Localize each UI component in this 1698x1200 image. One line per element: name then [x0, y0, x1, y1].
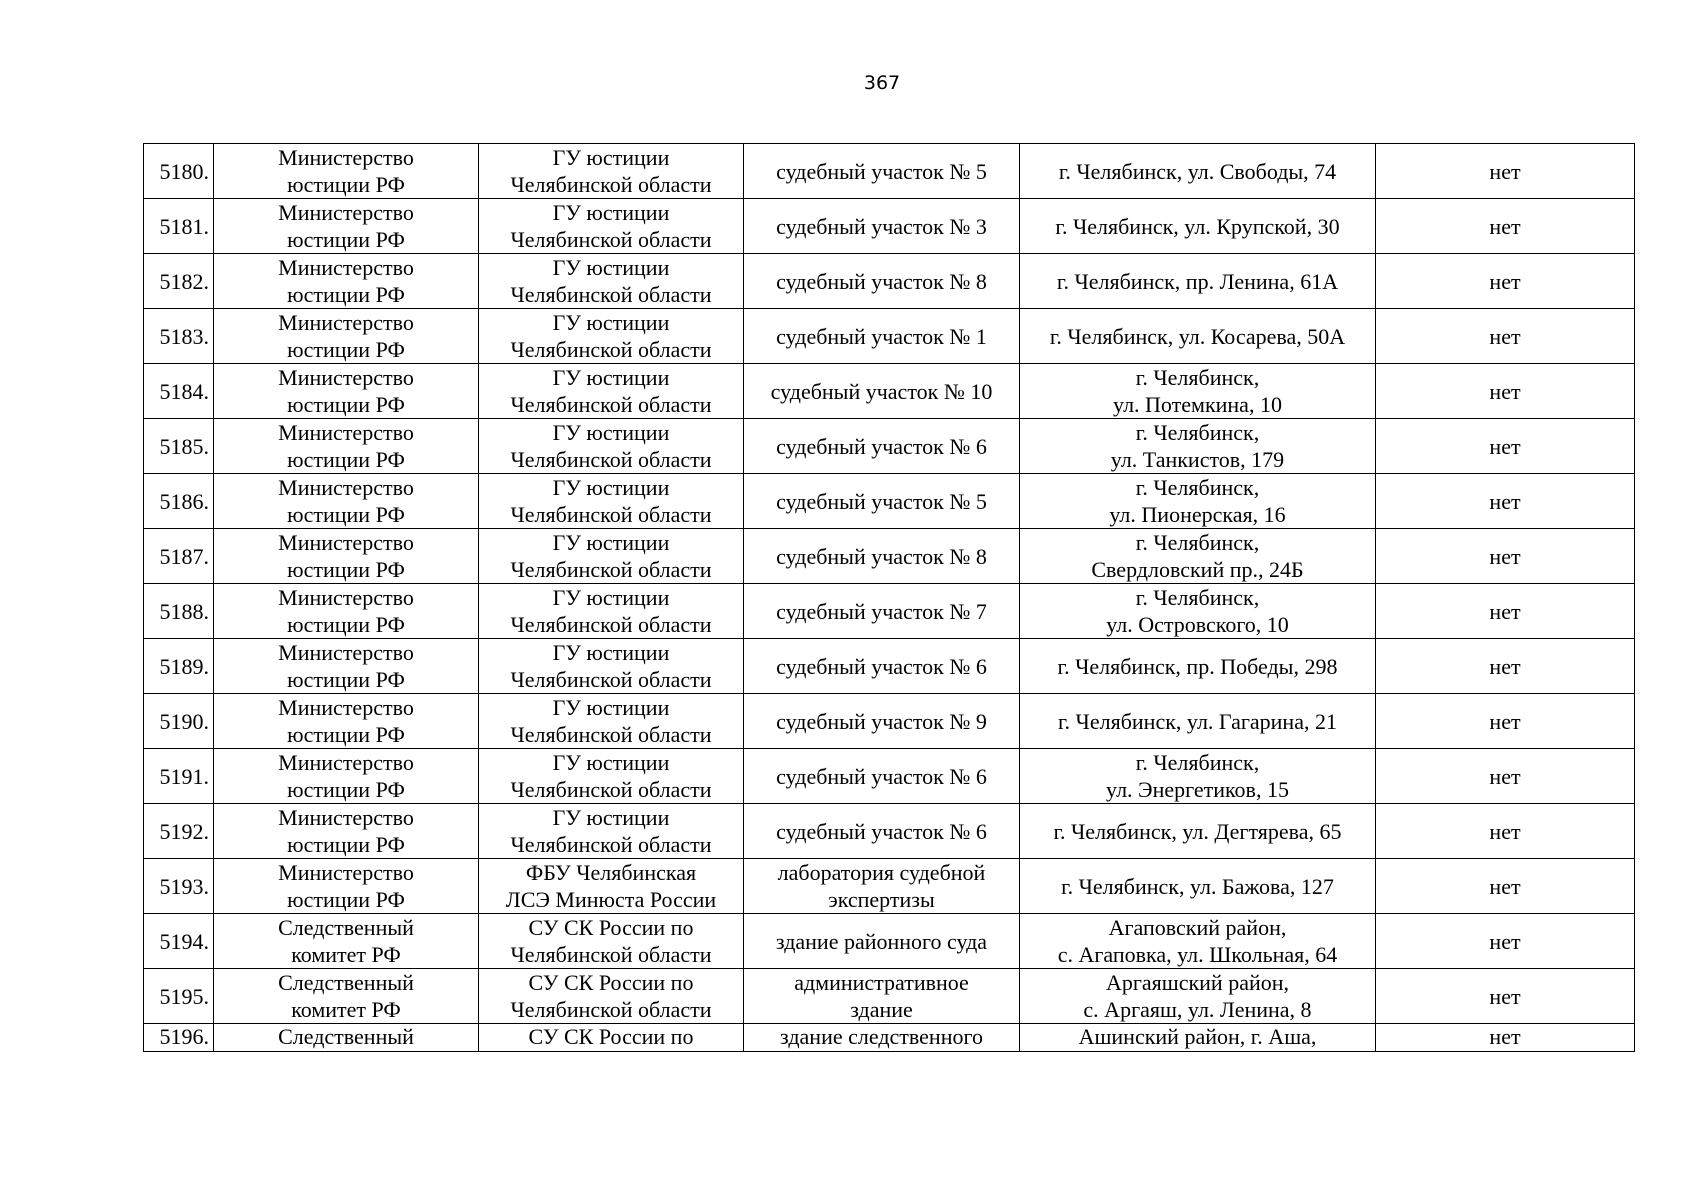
- ministry-cell-line: юстиции РФ: [287, 172, 405, 197]
- organization-cell-line: ГУ юстиции: [552, 200, 670, 225]
- address-cell-line: г. Челябинск, ул. Крупской, 30: [1055, 213, 1340, 239]
- ministry-cell-line: Министерство: [278, 255, 414, 280]
- object-cell-line: судебный участок № 5: [776, 158, 987, 184]
- organization-cell-line: ГУ юстиции: [552, 475, 670, 500]
- address-cell-line: ул. Пионерская, 16: [1109, 502, 1286, 527]
- ministry-cell: [214, 199, 479, 254]
- address-cell: [1020, 804, 1376, 859]
- ministry-cell-line: юстиции РФ: [287, 557, 405, 582]
- row-number: 5182.: [144, 254, 214, 309]
- object-cell-line: судебный участок № 6: [776, 653, 987, 679]
- table-row: [144, 859, 1635, 914]
- status-cell: нет: [1376, 914, 1635, 969]
- address-cell-line: г. Челябинск,: [1135, 585, 1260, 610]
- ministry-cell-line: Министерство: [278, 475, 414, 500]
- table-row: [144, 254, 1635, 309]
- organization-cell-line: Челябинской области: [510, 392, 712, 417]
- status-cell: нет: [1376, 639, 1635, 694]
- ministry-cell: [214, 364, 479, 419]
- ministry-cell-line: юстиции РФ: [287, 282, 405, 307]
- address-cell: [1020, 419, 1376, 474]
- ministry-cell-line: юстиции РФ: [287, 337, 405, 362]
- ministry-cell: [214, 859, 479, 914]
- ministry-cell-line: юстиции РФ: [287, 502, 405, 527]
- registry-table: [143, 143, 1635, 1052]
- organization-cell-line: Челябинской области: [510, 282, 712, 307]
- address-cell: [1020, 694, 1376, 749]
- status-cell: нет: [1376, 144, 1635, 199]
- table-row: [144, 529, 1635, 584]
- ministry-cell-line: Министерство: [278, 750, 414, 775]
- address-cell: [1020, 199, 1376, 254]
- table-row: [144, 1024, 1635, 1052]
- address-cell-line: Свердловский пр., 24Б: [1091, 557, 1304, 582]
- table-row: [144, 144, 1635, 199]
- ministry-cell-line: юстиции РФ: [287, 447, 405, 472]
- organization-cell-line: ГУ юстиции: [552, 695, 670, 720]
- address-cell: [1020, 639, 1376, 694]
- status-cell: нет: [1376, 474, 1635, 529]
- organization-cell: [479, 584, 744, 639]
- address-cell-line: г. Челябинск, пр. Победы, 298: [1057, 653, 1338, 679]
- row-number: 5189.: [144, 639, 214, 694]
- row-number: 5187.: [144, 529, 214, 584]
- address-cell-line: г. Челябинск, ул. Бажова, 127: [1061, 873, 1334, 899]
- organization-cell-line: ГУ юстиции: [552, 530, 670, 555]
- object-cell: [744, 529, 1020, 584]
- status-cell: нет: [1376, 694, 1635, 749]
- object-cell: [744, 144, 1020, 199]
- address-cell: [1020, 1024, 1376, 1052]
- status-cell: нет: [1376, 199, 1635, 254]
- object-cell: [744, 1024, 1020, 1052]
- address-cell-line: ул. Танкистов, 179: [1110, 447, 1285, 472]
- ministry-cell: [214, 529, 479, 584]
- object-cell: [744, 309, 1020, 364]
- organization-cell: [479, 254, 744, 309]
- address-cell-line: г. Челябинск,: [1135, 530, 1260, 555]
- ministry-cell-line: Министерство: [278, 805, 414, 830]
- object-cell-line: лаборатория судебной: [777, 860, 986, 885]
- address-cell-line: ул. Потемкина, 10: [1113, 392, 1282, 417]
- table-row: [144, 199, 1635, 254]
- row-number: 5188.: [144, 584, 214, 639]
- organization-cell-line: ГУ юстиции: [552, 585, 670, 610]
- row-number: 5194.: [144, 914, 214, 969]
- object-cell: [744, 694, 1020, 749]
- ministry-cell: [214, 749, 479, 804]
- row-number: 5191.: [144, 749, 214, 804]
- ministry-cell: [214, 309, 479, 364]
- organization-cell: [479, 364, 744, 419]
- address-cell: [1020, 529, 1376, 584]
- table-row: [144, 749, 1635, 804]
- ministry-cell: [214, 1024, 479, 1052]
- organization-cell: [479, 1024, 744, 1052]
- address-cell: [1020, 749, 1376, 804]
- ministry-cell-line: юстиции РФ: [287, 667, 405, 692]
- object-cell-line: судебный участок № 10: [770, 378, 993, 404]
- ministry-cell-line: юстиции РФ: [287, 227, 405, 252]
- organization-cell-line: ГУ юстиции: [552, 310, 670, 335]
- object-cell-line: судебный участок № 7: [776, 598, 987, 624]
- object-cell-line: судебный участок № 8: [776, 543, 987, 569]
- address-cell: [1020, 859, 1376, 914]
- organization-cell-line: Челябинской области: [510, 612, 712, 637]
- organization-cell-line: ГУ юстиции: [552, 365, 670, 390]
- address-cell-line: г. Челябинск,: [1135, 420, 1260, 445]
- ministry-cell: [214, 584, 479, 639]
- ministry-cell: [214, 254, 479, 309]
- object-cell-line: судебный участок № 6: [776, 763, 987, 789]
- object-cell: [744, 254, 1020, 309]
- object-cell: [744, 969, 1020, 1024]
- object-cell-line: судебный участок № 8: [776, 268, 987, 294]
- organization-cell: [479, 694, 744, 749]
- row-number: 5196.: [144, 1024, 214, 1052]
- ministry-cell: [214, 144, 479, 199]
- organization-cell: [479, 529, 744, 584]
- status-cell: нет: [1376, 309, 1635, 364]
- organization-cell-line: Челябинской области: [510, 832, 712, 857]
- ministry-cell-line: комитет РФ: [291, 997, 401, 1022]
- ministry-cell: [214, 694, 479, 749]
- object-cell-line: здание районного суда: [775, 928, 988, 954]
- ministry-cell-line: юстиции РФ: [287, 392, 405, 417]
- row-number: 5192.: [144, 804, 214, 859]
- organization-cell-line: ЛСЭ Минюста России: [505, 887, 717, 912]
- address-cell-line: г. Челябинск, ул. Дегтярева, 65: [1053, 818, 1342, 844]
- object-cell: [744, 474, 1020, 529]
- table-row: [144, 804, 1635, 859]
- organization-cell-line: СУ СК России по: [528, 915, 694, 940]
- organization-cell: [479, 969, 744, 1024]
- object-cell: [744, 859, 1020, 914]
- ministry-cell-line: Министерство: [278, 860, 414, 885]
- ministry-cell-line: юстиции РФ: [287, 887, 405, 912]
- organization-cell: [479, 749, 744, 804]
- ministry-cell: [214, 804, 479, 859]
- object-cell: [744, 639, 1020, 694]
- registry-table-body: [144, 144, 1635, 1052]
- organization-cell: [479, 914, 744, 969]
- organization-cell: [479, 804, 744, 859]
- organization-cell: [479, 474, 744, 529]
- organization-cell-line: ГУ юстиции: [552, 750, 670, 775]
- ministry-cell: [214, 474, 479, 529]
- status-cell: нет: [1376, 584, 1635, 639]
- status-cell: нет: [1376, 419, 1635, 474]
- address-cell-line: г. Челябинск,: [1135, 365, 1260, 390]
- status-cell: нет: [1376, 749, 1635, 804]
- organization-cell-line: СУ СК России по: [528, 970, 694, 995]
- address-cell-line: Агаповский район,: [1108, 915, 1287, 940]
- organization-cell-line: ГУ юстиции: [552, 420, 670, 445]
- row-number: 5190.: [144, 694, 214, 749]
- object-cell-line: административное: [794, 970, 969, 995]
- address-cell-line: ул. Островского, 10: [1106, 612, 1289, 637]
- address-cell: [1020, 474, 1376, 529]
- ministry-cell-line: Министерство: [278, 695, 414, 720]
- object-cell: [744, 749, 1020, 804]
- status-cell: нет: [1376, 254, 1635, 309]
- object-cell-line: судебный участок № 3: [776, 213, 987, 239]
- address-cell: [1020, 364, 1376, 419]
- organization-cell-line: Челябинской области: [510, 337, 712, 362]
- organization-cell-line: ГУ юстиции: [552, 805, 670, 830]
- address-cell-line: г. Челябинск, ул. Косарева, 50А: [1049, 323, 1346, 349]
- row-number: 5184.: [144, 364, 214, 419]
- ministry-cell-line: комитет РФ: [291, 942, 401, 967]
- object-cell: [744, 804, 1020, 859]
- organization-cell-line: ГУ юстиции: [552, 255, 670, 280]
- ministry-cell-line: юстиции РФ: [287, 832, 405, 857]
- ministry-cell: [214, 914, 479, 969]
- ministry-cell-line: Министерство: [278, 145, 414, 170]
- status-cell: нет: [1376, 969, 1635, 1024]
- status-cell: нет: [1376, 859, 1635, 914]
- table-row: [144, 914, 1635, 969]
- status-cell: нет: [1376, 804, 1635, 859]
- address-cell: [1020, 144, 1376, 199]
- ministry-cell-line: Следственный: [278, 915, 414, 940]
- ministry-cell: [214, 969, 479, 1024]
- organization-cell: [479, 144, 744, 199]
- address-cell-line: г. Челябинск, пр. Ленина, 61А: [1056, 268, 1339, 294]
- table-row: [144, 474, 1635, 529]
- ministry-cell-line: Министерство: [278, 420, 414, 445]
- table-row: [144, 309, 1635, 364]
- address-cell: [1020, 914, 1376, 969]
- table-row: [144, 639, 1635, 694]
- object-cell-line: судебный участок № 1: [776, 323, 987, 349]
- object-cell: [744, 584, 1020, 639]
- row-number: 5195.: [144, 969, 214, 1024]
- object-cell: [744, 914, 1020, 969]
- row-number: 5186.: [144, 474, 214, 529]
- organization-cell-line: ФБУ Челябинская: [525, 860, 697, 885]
- organization-cell-line: ГУ юстиции: [552, 145, 670, 170]
- table-row: [144, 419, 1635, 474]
- organization-cell-line: Челябинской области: [510, 557, 712, 582]
- page-number: 367: [863, 72, 901, 94]
- ministry-cell-line: Министерство: [278, 640, 414, 665]
- object-cell-line: судебный участок № 5: [776, 488, 987, 514]
- ministry-cell-line: юстиции РФ: [287, 722, 405, 747]
- ministry-cell-line: Следственный: [278, 970, 414, 995]
- address-cell-line: г. Челябинск,: [1135, 475, 1260, 500]
- status-cell: нет: [1376, 529, 1635, 584]
- table-row: [144, 694, 1635, 749]
- organization-cell-line: Челябинской области: [510, 172, 712, 197]
- address-cell-line: г. Челябинск, ул. Гагарина, 21: [1058, 708, 1337, 734]
- object-cell: [744, 199, 1020, 254]
- organization-cell-line: Челябинской области: [510, 502, 712, 527]
- ministry-cell-line: юстиции РФ: [287, 612, 405, 637]
- address-cell: [1020, 309, 1376, 364]
- address-cell-line: г. Челябинск, ул. Свободы, 74: [1058, 158, 1337, 184]
- organization-cell-line: Челябинской области: [510, 777, 712, 802]
- object-cell-line: судебный участок № 6: [776, 433, 987, 459]
- organization-cell-line: Челябинской области: [510, 227, 712, 252]
- organization-cell-line: ГУ юстиции: [552, 640, 670, 665]
- object-cell-line: судебный участок № 6: [776, 818, 987, 844]
- object-cell-line: здание: [850, 997, 913, 1022]
- organization-cell: [479, 639, 744, 694]
- ministry-cell-line: Министерство: [278, 200, 414, 225]
- table-row: [144, 364, 1635, 419]
- organization-cell: [479, 859, 744, 914]
- object-cell: [744, 419, 1020, 474]
- status-cell: нет: [1376, 364, 1635, 419]
- organization-cell-line: СУ СК России по: [528, 1024, 694, 1049]
- address-cell-line: ул. Энергетиков, 15: [1106, 777, 1289, 802]
- object-cell-line: судебный участок № 9: [776, 708, 987, 734]
- address-cell: [1020, 254, 1376, 309]
- address-cell-line: г. Челябинск,: [1135, 750, 1260, 775]
- organization-cell: [479, 309, 744, 364]
- address-cell-line: с. Аргаяш, ул. Ленина, 8: [1083, 997, 1312, 1022]
- address-cell: [1020, 584, 1376, 639]
- ministry-cell-line: Министерство: [278, 365, 414, 390]
- address-cell-line: Аргаяшский район,: [1105, 970, 1290, 995]
- organization-cell-line: Челябинской области: [510, 667, 712, 692]
- ministry-cell-line: Министерство: [278, 530, 414, 555]
- organization-cell: [479, 419, 744, 474]
- object-cell-line: экспертизы: [828, 887, 935, 912]
- ministry-cell-line: Министерство: [278, 310, 414, 335]
- address-cell: [1020, 969, 1376, 1024]
- table-row: [144, 584, 1635, 639]
- organization-cell: [479, 199, 744, 254]
- table-row: [144, 969, 1635, 1024]
- organization-cell-line: Челябинской области: [510, 447, 712, 472]
- object-cell: [744, 364, 1020, 419]
- ministry-cell: [214, 639, 479, 694]
- row-number: 5185.: [144, 419, 214, 474]
- organization-cell-line: Челябинской области: [510, 997, 712, 1022]
- ministry-cell-line: юстиции РФ: [287, 777, 405, 802]
- organization-cell-line: Челябинской области: [510, 942, 712, 967]
- ministry-cell-line: Следственный: [278, 1024, 414, 1049]
- address-cell-line: с. Агаповка, ул. Школьная, 64: [1057, 942, 1338, 967]
- organization-cell-line: Челябинской области: [510, 722, 712, 747]
- row-number: 5193.: [144, 859, 214, 914]
- row-number: 5181.: [144, 199, 214, 254]
- row-number: 5183.: [144, 309, 214, 364]
- ministry-cell-line: Министерство: [278, 585, 414, 610]
- object-cell-line: здание следственного: [780, 1024, 983, 1049]
- row-number: 5180.: [144, 144, 214, 199]
- address-cell-line: Ашинский район, г. Аша,: [1078, 1024, 1317, 1049]
- status-cell: нет: [1376, 1024, 1635, 1052]
- ministry-cell: [214, 419, 479, 474]
